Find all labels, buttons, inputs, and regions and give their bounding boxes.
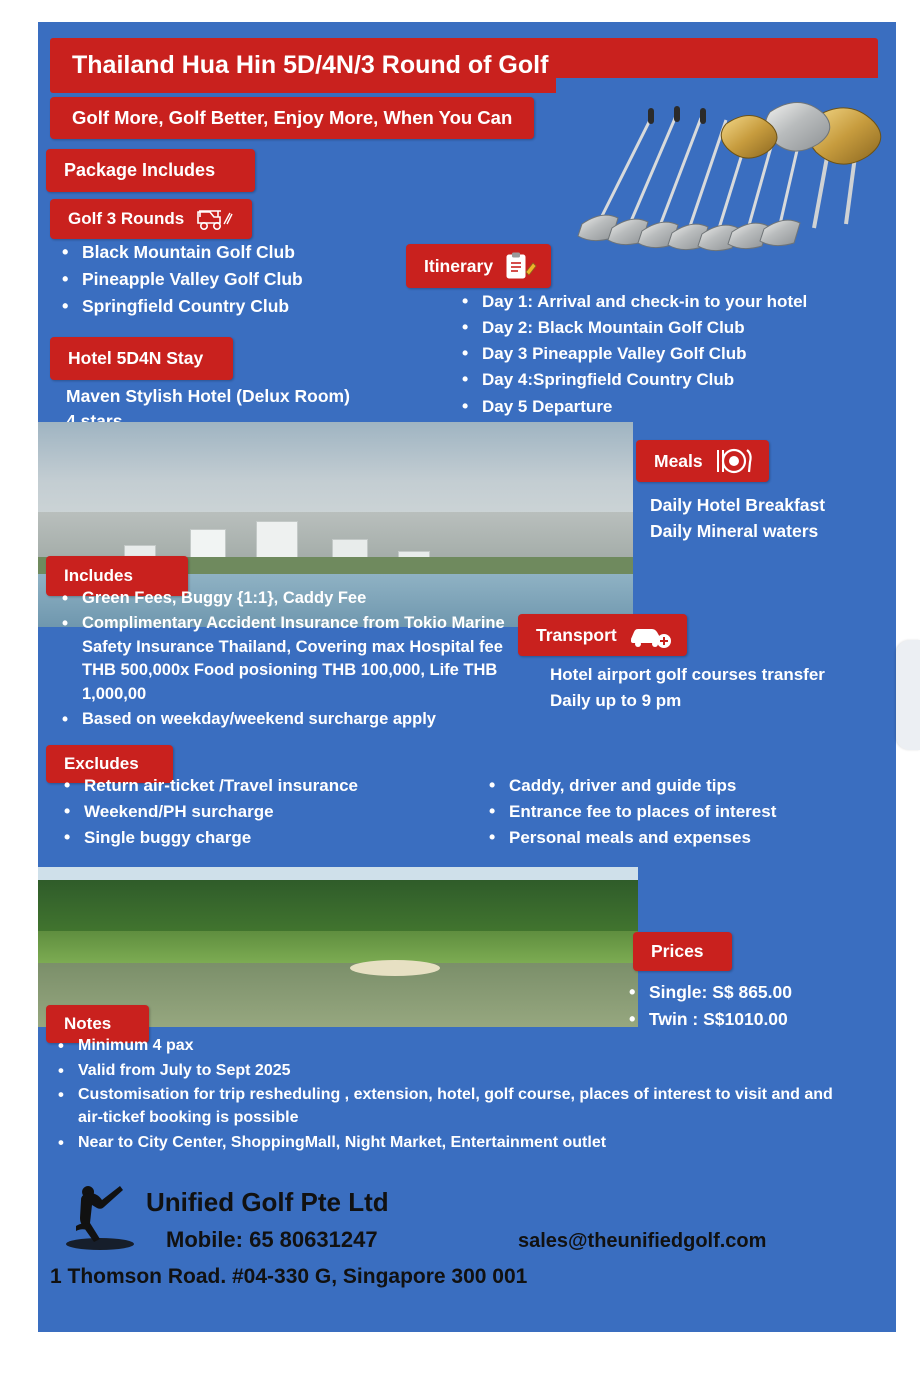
company-email[interactable]: sales@theunifiedgolf.com (518, 1230, 767, 1252)
prices-label: Prices (651, 941, 704, 961)
golf-course-photo (38, 867, 638, 1027)
subtitle-tag (50, 97, 534, 139)
includes-label: Includes (64, 566, 133, 585)
meals-details (650, 492, 825, 545)
list-item: • Based on weekday/weekend surcharge apply (56, 708, 526, 731)
transport-item: Hotel airport golf courses transfer (550, 665, 825, 684)
list-item: • Day 5 Departure (456, 395, 886, 419)
company-name: Unified Golf Pte Ltd (146, 1187, 389, 1217)
list-item: • Near to City Center, ShoppingMall, Night Market, Entertainment outlet (52, 1132, 862, 1155)
photo-fairway (38, 931, 638, 966)
notes-list (52, 1035, 862, 1157)
itinerary-label: Itinerary (424, 255, 494, 276)
page-edge-sliver (896, 640, 920, 750)
list-item: • Weekend/PH surcharge (58, 800, 438, 824)
golf-clubs-photo (556, 78, 896, 268)
list-item: • Day 3 Pineapple Valley Golf Club (456, 342, 886, 366)
list-item: • Complimentary Accident Insurance from Tokio Marine Safety Insurance Thailand, Covering max Hospital fee THB 500,000x Food posioning THB 100,000, Life THB 1,000,00 (56, 612, 526, 706)
meals-item: Daily Mineral waters (650, 521, 819, 542)
meals-tag (636, 440, 769, 482)
transport-car-icon (627, 621, 673, 649)
list-item: • Green Fees, Buggy {1:1}, Caddy Fee (56, 587, 526, 610)
prices-list (623, 980, 873, 1034)
list-item: • Day 1: Arrival and check-in to your hotel (456, 290, 886, 314)
package-includes-label: Package Includes (64, 160, 216, 180)
list-item: • Single buggy charge (58, 826, 438, 850)
golfer-logo-icon (58, 1170, 148, 1260)
subtitle-text: Golf More, Golf Better, Enjoy More, When You Can (72, 107, 513, 128)
list-item: • Day 2: Black Mountain Golf Club (456, 316, 886, 340)
flyer-page (38, 22, 896, 1332)
transport-label: Transport (536, 624, 617, 645)
photo-treeline (38, 880, 638, 938)
photo-bunker (350, 960, 440, 976)
hotel-name: Maven Stylish Hotel (Delux Room) (66, 386, 350, 406)
itinerary-list (456, 290, 886, 421)
company-address: 1 Thomson Road. #04-330 G, Singapore 300 001 (50, 1265, 528, 1288)
golf-courses-list (56, 240, 406, 321)
company-mobile: Mobile: 65 80631247 (166, 1227, 378, 1252)
list-item: • Customisation for trip resheduling , extension, hotel, golf course, places of interest to visit and and air-tickef booking is possible (52, 1084, 862, 1129)
list-item: • Black Mountain Golf Club (56, 240, 406, 265)
meals-label: Meals (654, 450, 703, 471)
list-item: • Minimum 4 pax (52, 1035, 862, 1058)
transport-item: Daily up to 9 pm (550, 690, 682, 710)
golf-rounds-tag (50, 199, 252, 239)
golf-rounds-label: Golf 3 Rounds (68, 209, 185, 228)
list-item: • Single: S$ 865.00 (623, 980, 873, 1005)
list-item: • Personal meals and expenses (483, 826, 873, 850)
itinerary-tag (406, 244, 551, 288)
notes-label: Notes (64, 1014, 112, 1033)
transport-details (550, 662, 896, 713)
clipboard-itinerary-icon (503, 252, 537, 280)
footer (38, 1162, 896, 1332)
golf-cart-icon (194, 207, 234, 231)
meals-cutlery-icon (713, 447, 755, 475)
meals-item: Daily Hotel Breakfast (650, 495, 826, 515)
list-item: • Entrance fee to places of interest (483, 800, 873, 824)
list-item: • Day 4:Springfield Country Club (456, 368, 886, 392)
transport-tag (518, 614, 687, 656)
hotel-tag (50, 337, 233, 380)
includes-list (56, 587, 526, 734)
list-item: • Springfield Country Club (56, 294, 406, 319)
list-item: • Return air-ticket /Travel insurance (58, 774, 438, 798)
prices-tag (633, 932, 732, 971)
page-title: Thailand Hua Hin 5D/4N/3 Round of Golf (50, 38, 878, 93)
list-item: • Pineapple Valley Golf Club (56, 267, 406, 292)
excludes-list-right (483, 774, 873, 852)
list-item: • Valid from July to Sept 2025 (52, 1060, 862, 1083)
package-includes-tag (46, 149, 255, 192)
excludes-list-left (58, 774, 438, 852)
list-item: • Twin : S$1010.00 (623, 1007, 873, 1032)
hotel-label: Hotel 5D4N Stay (68, 348, 204, 368)
list-item: • Caddy, driver and guide tips (483, 774, 873, 798)
excludes-label: Excludes (64, 754, 139, 773)
